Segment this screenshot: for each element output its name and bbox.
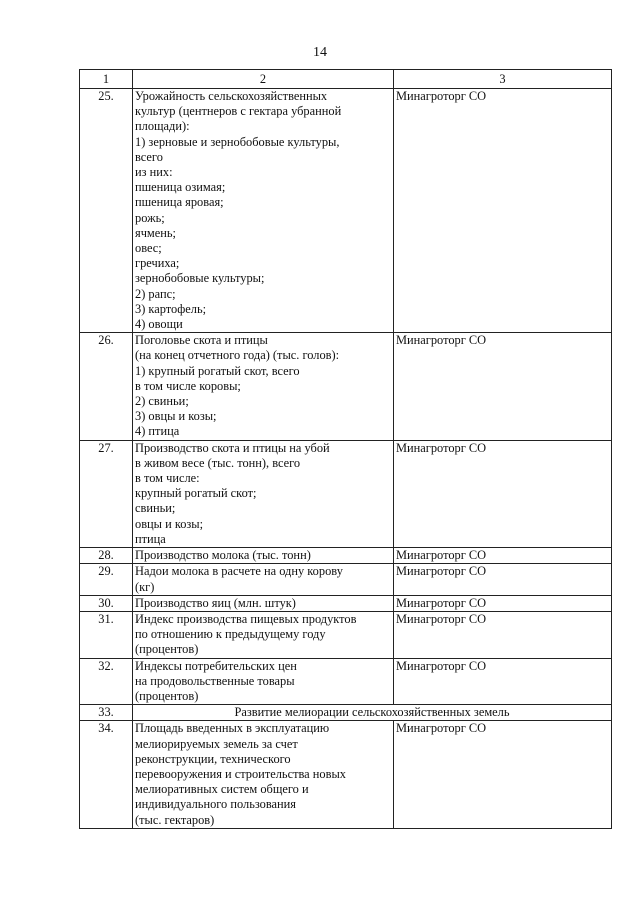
indicator-line: на продовольственные товары: [135, 673, 295, 688]
indicator-line: крупный рогатый скот;: [135, 486, 257, 501]
indicator-line: 4) птица: [135, 424, 180, 439]
indicator-line: Производство яиц (млн. штук): [135, 595, 296, 610]
indicator-line: в том числе коровы;: [135, 378, 241, 393]
indicator-line: 1) крупный рогатый скот, всего: [135, 363, 300, 378]
row-number: 29.: [80, 564, 133, 595]
header-col-indicator: 2: [133, 70, 394, 89]
indicator-line: культур (центнеров с гектара убранной: [135, 104, 342, 119]
source-cell: Минагроторг СО: [394, 548, 612, 564]
indicator-line: (тыс. гектаров): [135, 812, 215, 827]
indicator-line: Площадь введенных в эксплуатацию: [135, 721, 330, 736]
indicator-cell: [133, 658, 394, 705]
row-number: 30.: [80, 595, 133, 611]
indicator-line: мелиорируемых земель за счет: [135, 736, 298, 751]
row-number: 34.: [80, 721, 133, 828]
row-number: 28.: [80, 548, 133, 564]
indicator-line: зернобобовые культуры;: [135, 271, 265, 286]
indicator-line: 3) картофель;: [135, 301, 207, 316]
header-col-source: 3: [394, 70, 612, 89]
indicator-line: реконструкции, технического: [135, 751, 291, 766]
indicator-line: 4) овощи: [135, 317, 183, 332]
indicator-cell: [133, 548, 394, 564]
header-col-number: 1: [80, 70, 133, 89]
source-cell: Минагроторг СО: [394, 440, 612, 547]
indicator-line: в том числе:: [135, 471, 200, 486]
indicator-line: свиньи;: [135, 501, 176, 516]
indicator-line: из них:: [135, 165, 173, 180]
row-number: 25.: [80, 89, 133, 333]
indicator-cell: [133, 595, 394, 611]
indicator-line: 2) свиньи;: [135, 394, 189, 409]
table-row: [80, 564, 612, 595]
source-cell: Минагроторг СО: [394, 89, 612, 333]
indicator-line: Индексы потребительских цен: [135, 658, 297, 673]
indicator-line: Урожайность сельскохозяйственных: [135, 89, 328, 103]
indicator-line: 3) овцы и козы;: [135, 409, 217, 424]
indicator-line: перевооружения и строительства новых: [135, 766, 346, 781]
source-cell: Минагроторг СО: [394, 595, 612, 611]
indicator-line: пшеница яровая;: [135, 195, 224, 210]
source-cell: Минагроторг СО: [394, 658, 612, 705]
table-header-row: [80, 70, 612, 89]
page-number: 14: [313, 45, 327, 60]
table-row: [80, 658, 612, 705]
indicator-line: ячмень;: [135, 225, 176, 240]
indicator-line: площади):: [135, 119, 190, 134]
table-row: [80, 333, 612, 440]
source-cell: Минагроторг СО: [394, 611, 612, 658]
indicator-table: [79, 69, 612, 829]
indicator-line: птица: [135, 531, 166, 546]
indicator-cell: [133, 89, 394, 333]
indicator-line: (на конец отчетного года) (тыс. голов):: [135, 348, 340, 363]
indicator-line: мелиоративных систем общего и: [135, 782, 309, 797]
indicator-line: гречиха;: [135, 256, 180, 271]
indicator-line: всего: [135, 149, 163, 164]
indicator-line: Надои молока в расчете на одну корову: [135, 564, 343, 579]
table-row: [80, 595, 612, 611]
indicator-line: Производство скота и птицы на убой: [135, 440, 330, 455]
indicator-line: (процентов): [135, 642, 199, 657]
table-row: [80, 89, 612, 333]
indicator-cell: [133, 333, 394, 440]
indicator-line: по отношению к предыдущему году: [135, 627, 326, 642]
indicator-line: (процентов): [135, 688, 199, 703]
row-number: 31.: [80, 611, 133, 658]
indicator-cell: [133, 564, 394, 595]
indicator-line: пшеница озимая;: [135, 180, 226, 195]
indicator-line: овес;: [135, 241, 162, 256]
indicator-line: Поголовье скота и птицы: [135, 333, 268, 348]
table-row: [80, 548, 612, 564]
indicator-line: (кг): [135, 579, 155, 594]
source-cell: Минагроторг СО: [394, 564, 612, 595]
table-row: [80, 611, 612, 658]
source-cell: Минагроторг СО: [394, 721, 612, 828]
indicator-line: Индекс производства пищевых продуктов: [135, 611, 357, 626]
indicator-line: 1) зерновые и зернобобовые культуры,: [135, 134, 340, 149]
row-number: 26.: [80, 333, 133, 440]
indicator-line: в живом весе (тыс. тонн), всего: [135, 455, 301, 470]
indicator-line: Производство молока (тыс. тонн): [135, 548, 311, 563]
indicator-cell: [133, 721, 394, 828]
indicator-cell: [133, 611, 394, 658]
table-row: [80, 721, 612, 828]
section-heading: Развитие мелиорации сельскохозяйственных земель: [133, 705, 612, 721]
indicator-line: рожь;: [135, 210, 165, 225]
table-row: [80, 440, 612, 547]
indicator-line: овцы и козы;: [135, 516, 204, 531]
row-number: 33.: [80, 705, 133, 721]
indicator-line: индивидуального пользования: [135, 797, 297, 812]
source-cell: Минагроторг СО: [394, 333, 612, 440]
row-number: 32.: [80, 658, 133, 705]
row-number: 27.: [80, 440, 133, 547]
table-row: [80, 705, 612, 721]
indicator-line: 2) рапс;: [135, 286, 176, 301]
indicator-cell: [133, 440, 394, 547]
